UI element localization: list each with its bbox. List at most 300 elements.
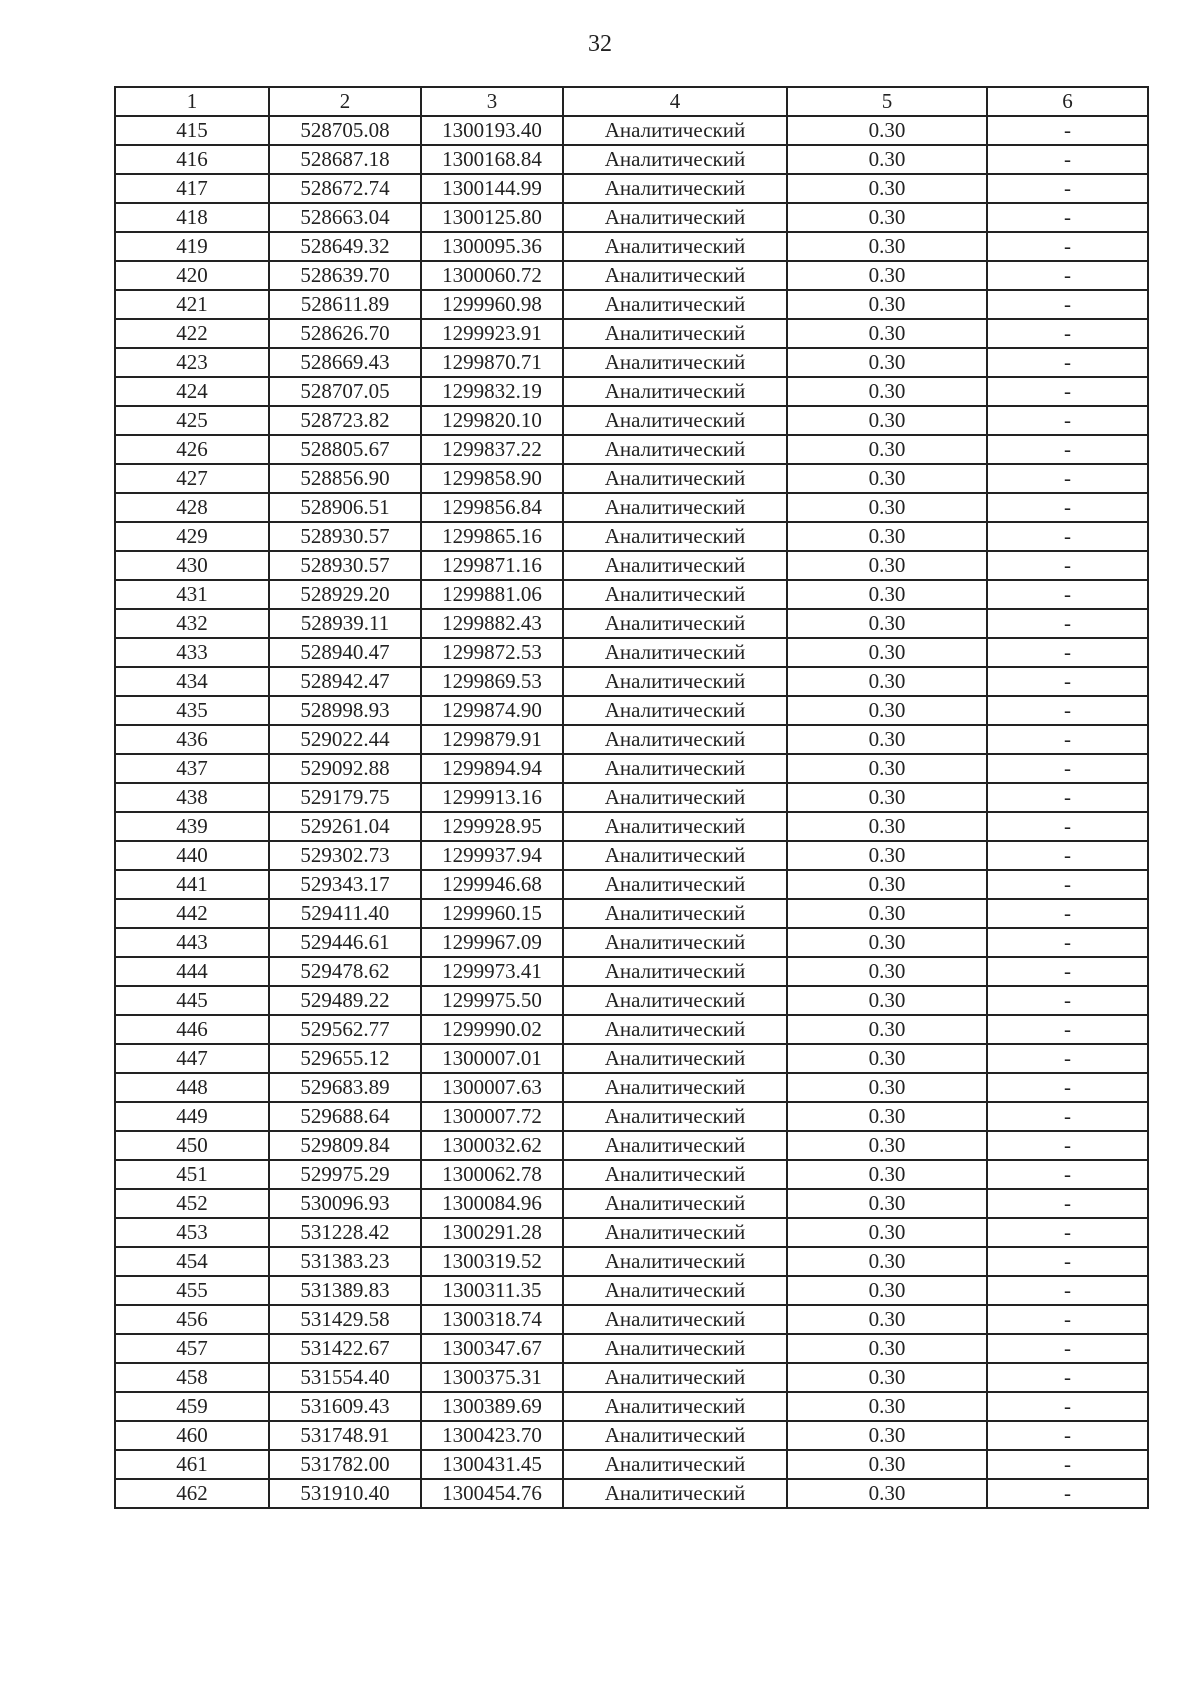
method-cell: Аналитический [563,1102,787,1131]
y-coordinate-cell: 1299865.16 [421,522,563,551]
point-number-cell: 447 [115,1044,269,1073]
x-coordinate-cell: 528649.32 [269,232,421,261]
x-coordinate-cell: 529489.22 [269,986,421,1015]
note-cell: - [987,1044,1148,1073]
accuracy-cell: 0.30 [787,203,987,232]
table-row [115,957,1148,986]
note-cell: - [987,1276,1148,1305]
accuracy-cell: 0.30 [787,667,987,696]
point-number-cell: 434 [115,667,269,696]
method-cell: Аналитический [563,319,787,348]
x-coordinate-cell: 528998.93 [269,696,421,725]
table-header [115,87,1148,116]
method-cell: Аналитический [563,609,787,638]
x-coordinate-cell: 529179.75 [269,783,421,812]
x-coordinate-cell: 530096.93 [269,1189,421,1218]
note-cell: - [987,754,1148,783]
accuracy-cell: 0.30 [787,1247,987,1276]
table-row [115,1305,1148,1334]
table-row [115,899,1148,928]
x-coordinate-cell: 528669.43 [269,348,421,377]
note-cell: - [987,1102,1148,1131]
method-cell: Аналитический [563,899,787,928]
note-cell: - [987,1305,1148,1334]
table-row [115,1421,1148,1450]
y-coordinate-cell: 1299894.94 [421,754,563,783]
x-coordinate-cell: 529446.61 [269,928,421,957]
table-row [115,1334,1148,1363]
note-cell: - [987,725,1148,754]
point-number-cell: 417 [115,174,269,203]
point-number-cell: 444 [115,957,269,986]
method-cell: Аналитический [563,1073,787,1102]
x-coordinate-cell: 531383.23 [269,1247,421,1276]
accuracy-cell: 0.30 [787,1189,987,1218]
accuracy-cell: 0.30 [787,290,987,319]
header-cell-5: 5 [787,87,987,116]
method-cell: Аналитический [563,1450,787,1479]
note-cell: - [987,667,1148,696]
x-coordinate-cell: 529809.84 [269,1131,421,1160]
point-number-cell: 457 [115,1334,269,1363]
y-coordinate-cell: 1299975.50 [421,986,563,1015]
point-number-cell: 449 [115,1102,269,1131]
table-row [115,348,1148,377]
method-cell: Аналитический [563,406,787,435]
table-row [115,580,1148,609]
point-number-cell: 453 [115,1218,269,1247]
method-cell: Аналитический [563,957,787,986]
point-number-cell: 428 [115,493,269,522]
note-cell: - [987,435,1148,464]
method-cell: Аналитический [563,174,787,203]
y-coordinate-cell: 1299871.16 [421,551,563,580]
point-number-cell: 456 [115,1305,269,1334]
y-coordinate-cell: 1300060.72 [421,261,563,290]
accuracy-cell: 0.30 [787,348,987,377]
y-coordinate-cell: 1300318.74 [421,1305,563,1334]
y-coordinate-cell: 1299937.94 [421,841,563,870]
y-coordinate-cell: 1300007.72 [421,1102,563,1131]
table-row [115,1015,1148,1044]
table-row [115,493,1148,522]
method-cell: Аналитический [563,348,787,377]
method-cell: Аналитический [563,261,787,290]
note-cell: - [987,1189,1148,1218]
accuracy-cell: 0.30 [787,609,987,638]
table-row [115,1073,1148,1102]
point-number-cell: 438 [115,783,269,812]
y-coordinate-cell: 1300084.96 [421,1189,563,1218]
note-cell: - [987,957,1148,986]
table-row [115,667,1148,696]
x-coordinate-cell: 529343.17 [269,870,421,899]
table-row [115,928,1148,957]
x-coordinate-cell: 528723.82 [269,406,421,435]
point-number-cell: 415 [115,116,269,145]
accuracy-cell: 0.30 [787,812,987,841]
y-coordinate-cell: 1299856.84 [421,493,563,522]
x-coordinate-cell: 528856.90 [269,464,421,493]
point-number-cell: 439 [115,812,269,841]
x-coordinate-cell: 528663.04 [269,203,421,232]
x-coordinate-cell: 531228.42 [269,1218,421,1247]
y-coordinate-cell: 1299837.22 [421,435,563,464]
note-cell: - [987,261,1148,290]
note-cell: - [987,1450,1148,1479]
note-cell: - [987,609,1148,638]
method-cell: Аналитический [563,116,787,145]
table-row [115,377,1148,406]
accuracy-cell: 0.30 [787,1015,987,1044]
table-row [115,1392,1148,1421]
method-cell: Аналитический [563,1044,787,1073]
point-number-cell: 446 [115,1015,269,1044]
accuracy-cell: 0.30 [787,319,987,348]
y-coordinate-cell: 1299879.91 [421,725,563,754]
table-row [115,725,1148,754]
method-cell: Аналитический [563,870,787,899]
y-coordinate-cell: 1300168.84 [421,145,563,174]
x-coordinate-cell: 528942.47 [269,667,421,696]
note-cell: - [987,928,1148,957]
point-number-cell: 425 [115,406,269,435]
y-coordinate-cell: 1299990.02 [421,1015,563,1044]
note-cell: - [987,1218,1148,1247]
accuracy-cell: 0.30 [787,1131,987,1160]
y-coordinate-cell: 1299973.41 [421,957,563,986]
note-cell: - [987,1160,1148,1189]
table-row [115,1044,1148,1073]
x-coordinate-cell: 529092.88 [269,754,421,783]
method-cell: Аналитический [563,551,787,580]
table-row [115,145,1148,174]
accuracy-cell: 0.30 [787,464,987,493]
x-coordinate-cell: 528929.20 [269,580,421,609]
point-number-cell: 461 [115,1450,269,1479]
x-coordinate-cell: 529562.77 [269,1015,421,1044]
method-cell: Аналитический [563,638,787,667]
accuracy-cell: 0.30 [787,1102,987,1131]
point-number-cell: 418 [115,203,269,232]
y-coordinate-cell: 1299928.95 [421,812,563,841]
page-number: 32 [588,31,612,57]
note-cell: - [987,406,1148,435]
accuracy-cell: 0.30 [787,1160,987,1189]
point-number-cell: 459 [115,1392,269,1421]
x-coordinate-cell: 528805.67 [269,435,421,464]
table-row [115,1276,1148,1305]
method-cell: Аналитический [563,986,787,1015]
accuracy-cell: 0.30 [787,1479,987,1508]
accuracy-cell: 0.30 [787,1363,987,1392]
table-row [115,1218,1148,1247]
x-coordinate-cell: 531554.40 [269,1363,421,1392]
x-coordinate-cell: 529478.62 [269,957,421,986]
point-number-cell: 437 [115,754,269,783]
point-number-cell: 451 [115,1160,269,1189]
x-coordinate-cell: 528906.51 [269,493,421,522]
accuracy-cell: 0.30 [787,754,987,783]
x-coordinate-cell: 528930.57 [269,522,421,551]
method-cell: Аналитический [563,812,787,841]
accuracy-cell: 0.30 [787,1276,987,1305]
x-coordinate-cell: 529411.40 [269,899,421,928]
point-number-cell: 424 [115,377,269,406]
method-cell: Аналитический [563,1479,787,1508]
note-cell: - [987,348,1148,377]
accuracy-cell: 0.30 [787,1218,987,1247]
accuracy-cell: 0.30 [787,406,987,435]
point-number-cell: 458 [115,1363,269,1392]
x-coordinate-cell: 528687.18 [269,145,421,174]
x-coordinate-cell: 528930.57 [269,551,421,580]
note-cell: - [987,377,1148,406]
header-cell-1: 1 [115,87,269,116]
point-number-cell: 431 [115,580,269,609]
y-coordinate-cell: 1300007.01 [421,1044,563,1073]
accuracy-cell: 0.30 [787,435,987,464]
x-coordinate-cell: 528707.05 [269,377,421,406]
header-cell-2: 2 [269,87,421,116]
method-cell: Аналитический [563,696,787,725]
method-cell: Аналитический [563,493,787,522]
x-coordinate-cell: 528705.08 [269,116,421,145]
method-cell: Аналитический [563,1276,787,1305]
note-cell: - [987,1421,1148,1450]
y-coordinate-cell: 1300319.52 [421,1247,563,1276]
accuracy-cell: 0.30 [787,1392,987,1421]
y-coordinate-cell: 1300095.36 [421,232,563,261]
accuracy-cell: 0.30 [787,1334,987,1363]
note-cell: - [987,812,1148,841]
method-cell: Аналитический [563,1160,787,1189]
table-row [115,696,1148,725]
y-coordinate-cell: 1300375.31 [421,1363,563,1392]
accuracy-cell: 0.30 [787,145,987,174]
point-number-cell: 420 [115,261,269,290]
method-cell: Аналитический [563,1189,787,1218]
point-number-cell: 442 [115,899,269,928]
method-cell: Аналитический [563,232,787,261]
accuracy-cell: 0.30 [787,261,987,290]
y-coordinate-cell: 1300062.78 [421,1160,563,1189]
y-coordinate-cell: 1299832.19 [421,377,563,406]
point-number-cell: 441 [115,870,269,899]
point-number-cell: 423 [115,348,269,377]
x-coordinate-cell: 529302.73 [269,841,421,870]
y-coordinate-cell: 1300423.70 [421,1421,563,1450]
y-coordinate-cell: 1299874.90 [421,696,563,725]
table-row [115,406,1148,435]
point-number-cell: 430 [115,551,269,580]
table-row [115,1102,1148,1131]
accuracy-cell: 0.30 [787,1073,987,1102]
method-cell: Аналитический [563,580,787,609]
accuracy-cell: 0.30 [787,870,987,899]
accuracy-cell: 0.30 [787,899,987,928]
note-cell: - [987,1363,1148,1392]
table-row [115,290,1148,319]
note-cell: - [987,696,1148,725]
accuracy-cell: 0.30 [787,841,987,870]
x-coordinate-cell: 528611.89 [269,290,421,319]
point-number-cell: 454 [115,1247,269,1276]
table-row [115,638,1148,667]
note-cell: - [987,1131,1148,1160]
note-cell: - [987,1479,1148,1508]
x-coordinate-cell: 531609.43 [269,1392,421,1421]
point-number-cell: 443 [115,928,269,957]
method-cell: Аналитический [563,1247,787,1276]
table-row [115,435,1148,464]
note-cell: - [987,116,1148,145]
y-coordinate-cell: 1299960.98 [421,290,563,319]
accuracy-cell: 0.30 [787,551,987,580]
method-cell: Аналитический [563,145,787,174]
table-row [115,464,1148,493]
note-cell: - [987,638,1148,667]
point-number-cell: 419 [115,232,269,261]
point-number-cell: 427 [115,464,269,493]
table-row [115,870,1148,899]
x-coordinate-cell: 529688.64 [269,1102,421,1131]
y-coordinate-cell: 1300032.62 [421,1131,563,1160]
note-cell: - [987,174,1148,203]
note-cell: - [987,1073,1148,1102]
x-coordinate-cell: 528939.11 [269,609,421,638]
y-coordinate-cell: 1300193.40 [421,116,563,145]
x-coordinate-cell: 531910.40 [269,1479,421,1508]
method-cell: Аналитический [563,1421,787,1450]
table-row [115,783,1148,812]
accuracy-cell: 0.30 [787,986,987,1015]
note-cell: - [987,203,1148,232]
accuracy-cell: 0.30 [787,638,987,667]
method-cell: Аналитический [563,522,787,551]
point-number-cell: 433 [115,638,269,667]
point-number-cell: 421 [115,290,269,319]
y-coordinate-cell: 1300125.80 [421,203,563,232]
y-coordinate-cell: 1300007.63 [421,1073,563,1102]
table-body [115,116,1148,1508]
note-cell: - [987,319,1148,348]
accuracy-cell: 0.30 [787,580,987,609]
point-number-cell: 455 [115,1276,269,1305]
point-number-cell: 435 [115,696,269,725]
x-coordinate-cell: 531782.00 [269,1450,421,1479]
accuracy-cell: 0.30 [787,377,987,406]
x-coordinate-cell: 528940.47 [269,638,421,667]
table-row [115,1479,1148,1508]
table-row [115,551,1148,580]
method-cell: Аналитический [563,1015,787,1044]
y-coordinate-cell: 1299913.16 [421,783,563,812]
header-cell-4: 4 [563,87,787,116]
header-cell-6: 6 [987,87,1148,116]
table-row [115,203,1148,232]
note-cell: - [987,232,1148,261]
y-coordinate-cell: 1299870.71 [421,348,563,377]
point-number-cell: 450 [115,1131,269,1160]
x-coordinate-cell: 528639.70 [269,261,421,290]
point-number-cell: 448 [115,1073,269,1102]
table-row [115,1363,1148,1392]
table-row [115,319,1148,348]
accuracy-cell: 0.30 [787,1421,987,1450]
method-cell: Аналитический [563,783,787,812]
accuracy-cell: 0.30 [787,493,987,522]
x-coordinate-cell: 529683.89 [269,1073,421,1102]
table-row [115,522,1148,551]
point-number-cell: 445 [115,986,269,1015]
x-coordinate-cell: 529261.04 [269,812,421,841]
accuracy-cell: 0.30 [787,522,987,551]
y-coordinate-cell: 1299872.53 [421,638,563,667]
method-cell: Аналитический [563,464,787,493]
method-cell: Аналитический [563,1363,787,1392]
header-cell-3: 3 [421,87,563,116]
accuracy-cell: 0.30 [787,116,987,145]
note-cell: - [987,870,1148,899]
table-row [115,232,1148,261]
accuracy-cell: 0.30 [787,1450,987,1479]
y-coordinate-cell: 1299946.68 [421,870,563,899]
note-cell: - [987,290,1148,319]
table-row [115,609,1148,638]
y-coordinate-cell: 1300347.67 [421,1334,563,1363]
method-cell: Аналитический [563,1305,787,1334]
y-coordinate-cell: 1300454.76 [421,1479,563,1508]
accuracy-cell: 0.30 [787,1044,987,1073]
accuracy-cell: 0.30 [787,725,987,754]
point-number-cell: 432 [115,609,269,638]
point-number-cell: 416 [115,145,269,174]
y-coordinate-cell: 1300389.69 [421,1392,563,1421]
table-row [115,986,1148,1015]
method-cell: Аналитический [563,725,787,754]
point-number-cell: 436 [115,725,269,754]
note-cell: - [987,580,1148,609]
x-coordinate-cell: 531429.58 [269,1305,421,1334]
x-coordinate-cell: 528626.70 [269,319,421,348]
note-cell: - [987,145,1148,174]
x-coordinate-cell: 531389.83 [269,1276,421,1305]
header-row [115,87,1148,116]
accuracy-cell: 0.30 [787,1305,987,1334]
note-cell: - [987,1015,1148,1044]
method-cell: Аналитический [563,435,787,464]
note-cell: - [987,1392,1148,1421]
note-cell: - [987,1247,1148,1276]
y-coordinate-cell: 1300291.28 [421,1218,563,1247]
table-row [115,754,1148,783]
table-row [115,1450,1148,1479]
y-coordinate-cell: 1299881.06 [421,580,563,609]
note-cell: - [987,464,1148,493]
x-coordinate-cell: 528672.74 [269,174,421,203]
table-row [115,1160,1148,1189]
y-coordinate-cell: 1299820.10 [421,406,563,435]
note-cell: - [987,551,1148,580]
point-number-cell: 422 [115,319,269,348]
note-cell: - [987,493,1148,522]
method-cell: Аналитический [563,928,787,957]
table-row [115,812,1148,841]
y-coordinate-cell: 1299882.43 [421,609,563,638]
x-coordinate-cell: 529975.29 [269,1160,421,1189]
coordinates-table [114,86,1149,1509]
